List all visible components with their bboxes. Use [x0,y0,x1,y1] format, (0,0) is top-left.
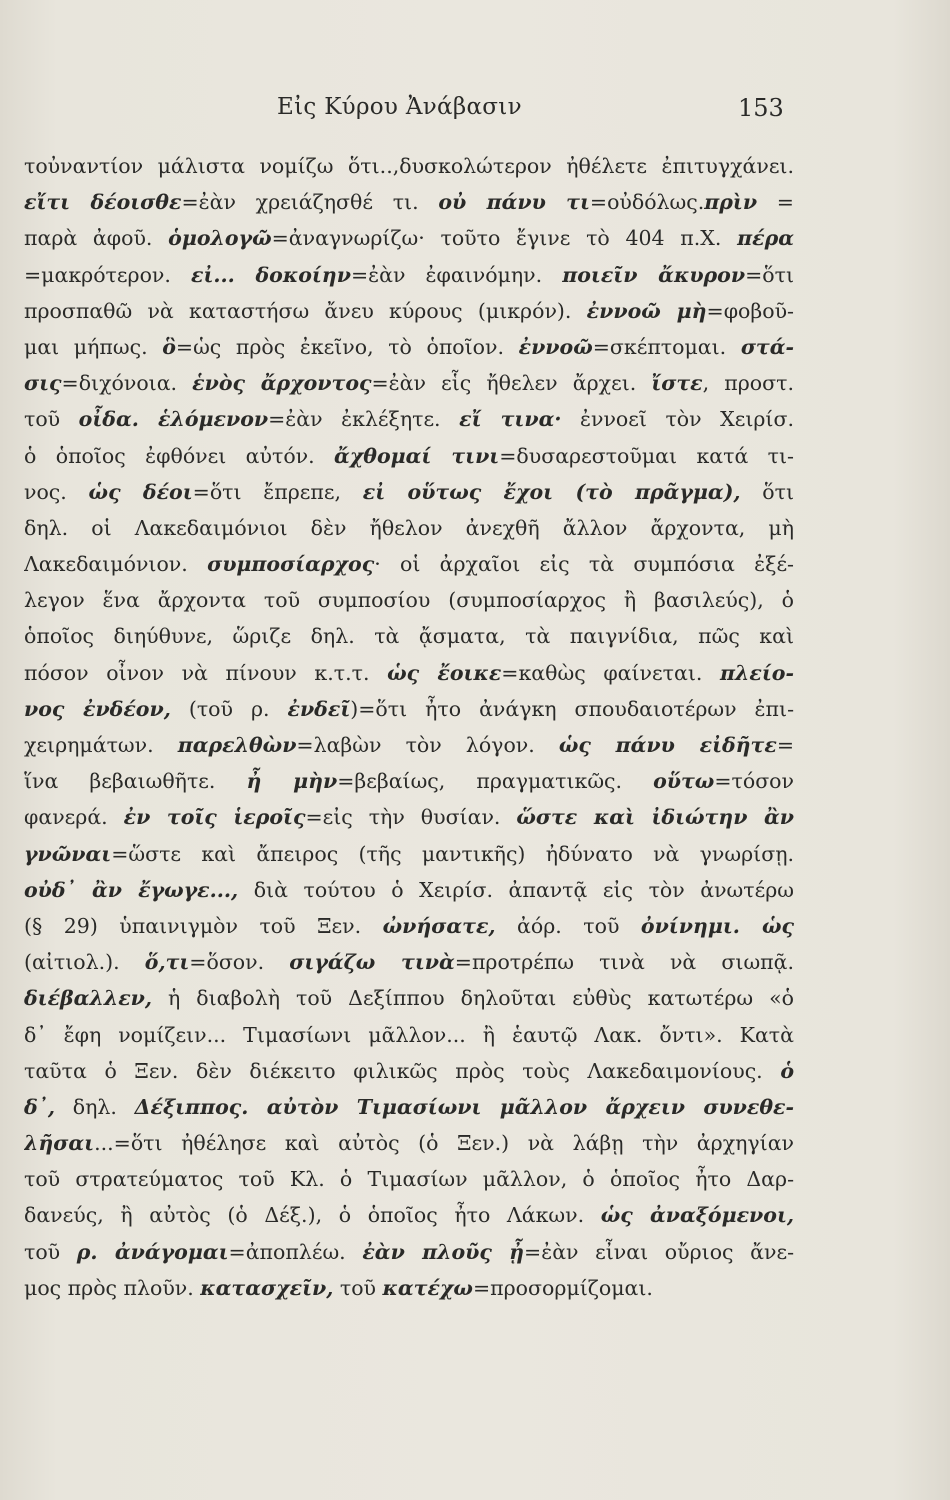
lemma-term: γνῶναι [24,841,112,866]
lemma-term: σιγάζω τινὰ [289,950,455,975]
gloss-text: ταῦτα ὁ Ξεν. δὲν διέκειτο φιλικῶς πρὸς τοὺς Λακεδαιμονίους. [24,1058,781,1083]
lemma-term: ἐννοῶ [518,334,593,359]
text-line [24,763,794,799]
gloss-text: =ἐὰν ἐκλέξητε. [268,407,460,432]
text-line [24,1161,794,1197]
text-line [24,1017,794,1053]
text-line [24,1270,794,1306]
text-line [24,1197,794,1233]
gloss-text: )=ὅτι ἦτο ἀνάγκη σπουδαιοτέρων ἐπι- [350,696,794,721]
gloss-text: · οἱ ἀρχαῖοι εἰς τὰ συμπόσια ἐξέ- [374,552,794,577]
lemma-term: πλείο- [720,660,794,685]
lemma-term: νος ἐνδέον, [24,696,171,721]
gloss-text: παρὰ ἀφοῦ. [24,226,169,251]
gloss-text: =ὥστε καὶ ἄπειρος (τῆς μαντικῆς) ἠδύνατο νὰ γνωρίσῃ. [111,841,794,866]
gloss-text: =σκέπτομαι. [592,334,741,359]
lemma-term: κατασχεῖν, [200,1275,334,1300]
text-line [24,329,794,365]
gloss-text: τοὐναντίον μάλιστα νομίζω ὅτι..,δυσκολώτερον ἠθέλετε ἐπιτυγχάνει. [24,154,794,178]
text-line [24,1125,794,1161]
lemma-term: ὠνήσατε, [382,913,496,938]
text-line [24,257,794,293]
lemma-term: πέρα [737,226,794,251]
gloss-text: =καθὼς φαίνεται. [501,660,721,685]
gloss-text: = [776,733,794,757]
lemma-term: ὃ [162,334,176,359]
gloss-text: =ἐὰν χρειάζησθέ τι. [181,190,439,215]
text-line [24,1089,794,1125]
gloss-text: δ᾽ ἔφη νομίζειν... Τιμασίωνι μᾶλλον... ἢ ἑαυτῷ Λακ. ὄντι». Κατὰ [24,1022,794,1047]
text-line [24,438,794,474]
lemma-term: ὁμολογῶ [168,226,272,251]
lemma-term: οὕτω [653,769,715,794]
lemma-term: διέβαλλεν, [24,986,153,1011]
gloss-text: =προσορμίζομαι. [472,1275,653,1300]
gloss-text: =ἐὰν ἐφαινόμην. [350,262,563,287]
gloss-text: =ἀναγνωρίζω· τοῦτο ἔγινε τὸ 404 π.Χ. [271,226,738,251]
lemma-term: Δέξιππος. αὐτὸν Τιμασίωνι μᾶλλον ἄρχειν συνεθε- [134,1094,794,1119]
gloss-text: τοῦ [333,1275,383,1300]
gloss-text: =δυσαρεστοῦμαι κατά τι- [499,443,794,468]
gloss-text: ὅτι [740,479,794,504]
text-line [24,220,794,256]
gloss-text: =φοβοῦ- [706,298,794,323]
text-line [24,727,794,763]
text-line [24,908,794,944]
lemma-term: οὐ πάνυ τι [438,190,590,215]
lemma-term: ρ. ἀνάγομαι [76,1239,229,1264]
text-line [24,293,794,329]
lemma-term: κατέχω [382,1275,473,1300]
lemma-term: εἰ... δοκοίην [190,262,351,287]
gloss-text: =βεβαίως, πραγματικῶς. [337,769,654,794]
lemma-term: ὅ,τι [144,950,190,975]
lemma-term: ὡς ἀναξόμενοι, [600,1203,794,1228]
text-line [24,474,794,510]
lemma-term: ποιεῖν ἄκυρον [562,262,746,287]
gloss-text: λεγον ἕνα ἄρχοντα τοῦ συμποσίου (συμποσίαρχος ἢ βασιλεύς), ὁ [24,588,794,613]
text-line [24,184,794,220]
gloss-text: ἀόρ. τοῦ [495,913,641,938]
gloss-text: =ὅσον. [189,950,290,975]
text-line [24,618,794,654]
text-line [24,799,794,835]
gloss-text: μαι μήπως. [24,334,163,359]
text-line [24,582,794,618]
gloss-text: διὰ τούτου ὁ Χειρίσ. ἀπαντᾷ εἰς τὸν ἀνωτέρω [238,877,794,902]
gloss-text: ὁ ὁποῖος ἐφθόνει αὐτόν. [24,443,335,468]
text-line [24,944,794,980]
lemma-term: ἐὰν πλοῦς ᾖ [362,1239,525,1264]
lemma-term: ἐνδεῖ [287,696,351,721]
gloss-text: χειρημάτων. [24,733,178,757]
gloss-text: =προτρέπω τινὰ νὰ σιωπᾷ. [454,950,794,975]
gloss-text: =λαβὼν τὸν λόγον. [296,733,559,757]
gloss-text: δηλ. [55,1094,135,1119]
gloss-text: =ὅτι ἔπρεπε, [192,479,363,504]
gloss-text: (§ 29) ὑπαινιγμὸν τοῦ Ξεν. [24,913,383,938]
lemma-term: ὥστε καὶ ἰδιώτην ἂν [516,805,794,830]
page-header [0,94,950,134]
gloss-text: = [757,190,794,215]
lemma-term: ἄχθομαί τινι [334,443,500,468]
lemma-term: ἴστε [651,371,703,396]
text-line [24,1053,794,1089]
gloss-text: =μακρότερον. [24,262,191,287]
text-line [24,148,794,184]
text-line [24,1234,794,1270]
lemma-term: συμποσίαρχος [207,552,375,577]
text-line [24,836,794,872]
gloss-text: ἡ διαβολὴ τοῦ Δεξίππου δηλοῦται εὐθὺς κατωτέρω «ὁ [152,986,794,1011]
text-line [24,546,794,582]
gloss-text: (τοῦ ρ. [170,696,288,721]
text-line [24,980,794,1016]
lemma-term: οἶδα. ἑλόμενον [78,407,269,432]
gloss-text: =ἀποπλέω. [228,1239,363,1264]
lemma-term: ἦ μὴν [246,769,338,794]
gloss-text: =εἰς τὴν θυσίαν. [305,805,517,830]
lemma-term: ἐν τοῖς ἱεροῖς [123,805,306,830]
gloss-text: τοῦ [24,407,79,432]
lemma-term: εἰ οὕτως ἔχοι (τὸ πρᾶγμα), [362,479,741,504]
gloss-text: =τόσον [714,769,794,794]
commentary-text [24,148,794,1306]
lemma-term: δ᾽, [24,1094,56,1119]
gloss-text: φανερά. [24,805,124,830]
lemma-term: ἐννοῶ μὴ [586,298,707,323]
gloss-text: ...=ὅτι ἠθέλησε καὶ αὐτὸς (ὁ Ξεν.) νὰ λάβῃ τὴν ἀρχηγίαν [94,1131,794,1156]
gloss-text: προσπαθῶ νὰ καταστήσω ἄνευ κύρους (μικρόν). [24,298,587,323]
lemma-term: ὡς δέοι [88,479,193,504]
gloss-text: =ὡς πρὸς ἐκεῖνο, τὸ ὁποῖον. [175,334,519,359]
lemma-term: παρελθὼν [177,733,297,757]
lemma-term: στά- [740,334,794,359]
lemma-term: ὡς ἔοικε [387,660,502,685]
gloss-text: ὁποῖος διηύθυνε, ὥριζε δηλ. τὰ ᾄσματα, τὰ παιγνίδια, πῶς καὶ [24,624,794,649]
gloss-text: νος. [24,479,89,504]
lemma-term: οὐδ᾽ ἂν ἔγωγε..., [24,877,239,902]
text-line [24,510,794,546]
text-line [24,872,794,908]
text-line [24,365,794,401]
gloss-text: τοῦ στρατεύματος τοῦ Κλ. ὁ Τιμασίων μᾶλλον, ὁ ὁποῖος ἦτο Δαρ- [24,1167,794,1192]
gloss-text: πόσον οἶνον νὰ πίνουν κ.τ.τ. [24,660,388,685]
gloss-text: =ὅτι [745,262,794,287]
lemma-term: ὀνίνημι. ὡς [640,913,794,938]
lemma-term: λῆσαι [24,1131,95,1156]
gloss-text: =ἐὰν εἶναι οὔριος ἄνε- [524,1239,794,1264]
gloss-text: ἵνα βεβαιωθῆτε. [24,769,247,794]
lemma-term: εἴ τινα· [459,407,562,432]
gloss-text: δηλ. οἱ Λακεδαιμόνιοι δὲν ἤθελον ἀνεχθῆ ἄλλον ἄρχοντα, μὴ [24,515,794,540]
gloss-text: =διχόνοια. [61,371,193,396]
lemma-term: πρὶν [704,190,758,215]
lemma-term: ὁ [780,1058,794,1083]
gloss-text: (αἰτιολ.). [24,950,145,975]
gloss-text: δανεύς, ἢ αὐτὸς (ὁ Δέξ.), ὁ ὁποῖος ἦτο Λάκων. [24,1203,601,1228]
text-line [24,691,794,727]
gloss-text: =ἐὰν εἷς ἤθελεν ἄρχει. [371,371,652,396]
text-line [24,655,794,691]
page-number: 153 [738,94,784,122]
lemma-term: σις [24,371,62,396]
gloss-text: , προστ. [702,371,794,396]
gloss-text: ἐννοεῖ τὸν Χειρίσ. [561,407,794,432]
text-line [24,401,794,437]
lemma-term: ὡς πάνυ εἰδῆτε [558,733,777,757]
lemma-term: ἑνὸς ἄρχοντος [192,371,372,396]
gloss-text: Λακεδαιμόνιον. [24,552,208,577]
running-title: Εἰς Κύρου Ἀνάβασιν [277,94,522,120]
gloss-text: μος πρὸς πλοῦν. [24,1275,201,1300]
gloss-text: τοῦ [24,1239,77,1264]
lemma-term: εἴτι δέοισθε [24,190,182,215]
gloss-text: =οὐδόλως. [589,190,705,215]
